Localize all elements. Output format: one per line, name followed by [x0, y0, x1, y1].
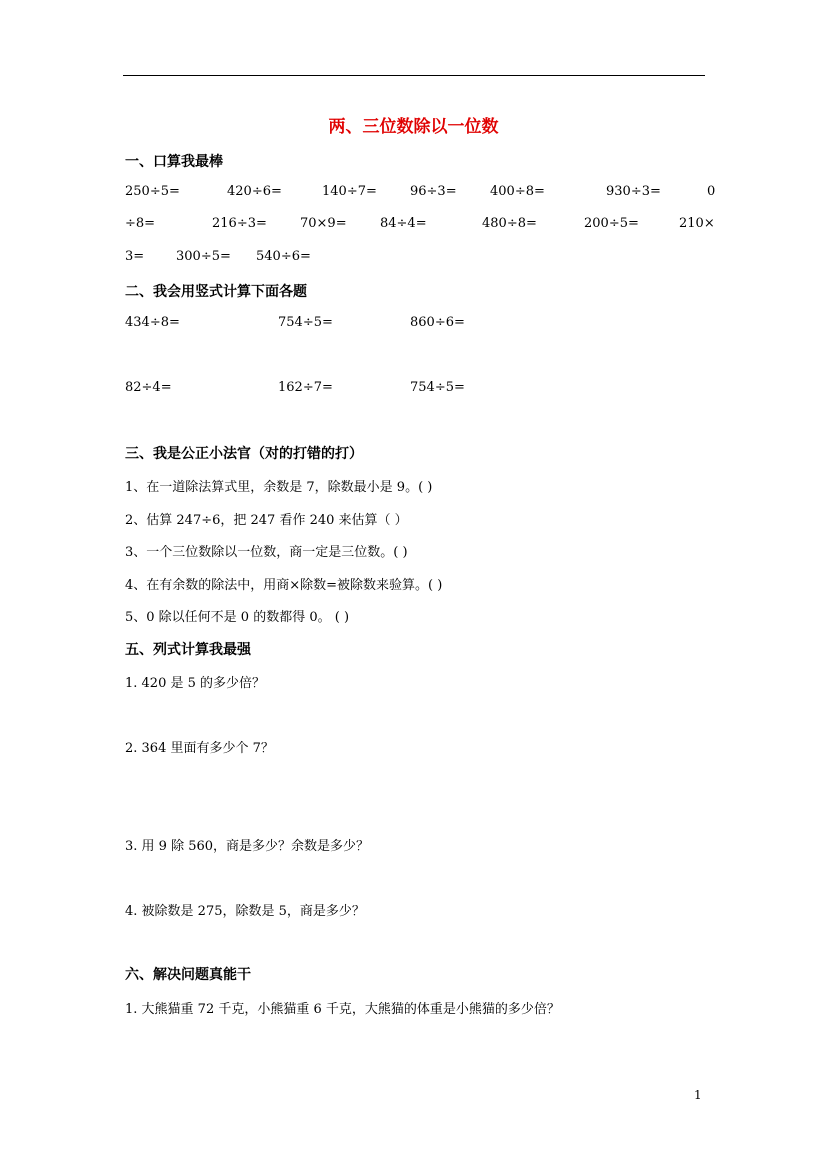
- oral-item: 210×: [679, 216, 715, 231]
- oral-item: 400÷8=: [490, 184, 545, 199]
- oral-item: 216÷3=: [212, 216, 267, 231]
- oral-item: 480÷8=: [482, 216, 537, 231]
- oral-item: 420÷6=: [227, 184, 282, 199]
- vertical-calc-item: 434÷8=: [125, 315, 180, 330]
- oral-item: 140÷7=: [322, 184, 377, 199]
- page-title: 两、三位数除以一位数: [328, 117, 499, 137]
- section-heading-5: 五、列式计算我最强: [125, 642, 251, 658]
- section-heading-3: 三、我是公正小法官（对的打错的打）: [125, 446, 363, 462]
- oral-item: 300÷5=: [176, 249, 231, 264]
- oral-item: 84÷4=: [380, 216, 427, 231]
- oral-item: 0: [707, 184, 716, 199]
- vertical-calc-item: 860÷6=: [410, 315, 465, 330]
- judgement-item: 3、一个三位数除以一位数，商一定是三位数。( ): [125, 545, 408, 560]
- section-heading-6: 六、解决问题真能干: [125, 967, 251, 983]
- judgement-item: 5、0 除以任何不是 0 的数都得 0。 ( ): [125, 610, 350, 625]
- vertical-calc-item: 82÷4=: [125, 380, 172, 395]
- section-heading-2: 二、我会用竖式计算下面各题: [125, 284, 307, 300]
- vertical-calc-item: 754÷5=: [278, 315, 333, 330]
- oral-item: 930÷3=: [606, 184, 661, 199]
- oral-item: ÷8=: [125, 216, 156, 231]
- judgement-item: 4、在有余数的除法中，用商×除数=被除数来验算。( ): [125, 578, 443, 593]
- oral-item: 3=: [125, 249, 145, 264]
- header-rule: [123, 75, 705, 76]
- oral-item: 250÷5=: [125, 184, 180, 199]
- judgement-item: 1、在一道除法算式里，余数是 7，除数最小是 9。( ): [125, 480, 433, 495]
- word-calc-item: 3. 用 9 除 560，商是多少？余数是多少？: [125, 839, 370, 854]
- page-number: 1: [694, 1088, 702, 1102]
- word-calc-item: 4. 被除数是 275，除数是 5，商是多少？: [125, 904, 365, 919]
- section-heading-1: 一、口算我最棒: [125, 154, 223, 170]
- judgement-item: 2、估算 247÷6，把 247 看作 240 来估算（ ）: [125, 513, 408, 528]
- word-calc-item: 2. 364 里面有多少个 7？: [125, 741, 274, 756]
- oral-item: 70×9=: [300, 216, 347, 231]
- oral-item: 540÷6=: [256, 249, 311, 264]
- vertical-calc-item: 754÷5=: [410, 380, 465, 395]
- vertical-calc-item: 162÷7=: [278, 380, 333, 395]
- word-calc-item: 1. 420 是 5 的多少倍？: [125, 676, 266, 691]
- oral-item: 96÷3=: [410, 184, 457, 199]
- problem-item: 1. 大熊猫重 72 千克，小熊猫重 6 千克，大熊猫的体重是小熊猫的多少倍？: [125, 1002, 560, 1017]
- oral-item: 200÷5=: [584, 216, 639, 231]
